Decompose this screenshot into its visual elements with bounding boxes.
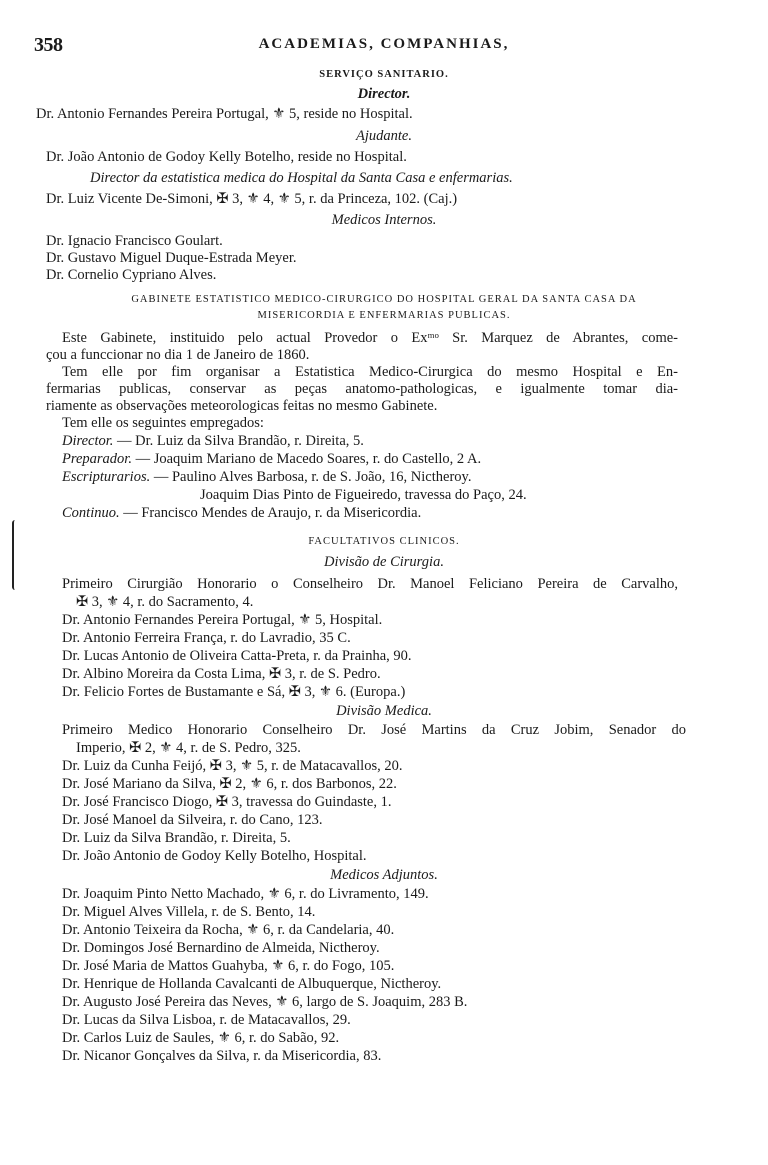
entry-adjunto: Dr. Lucas da Silva Lisboa, r. de Matacavallos, 29. xyxy=(62,1012,351,1028)
entry-adjunto: Dr. Miguel Alves Villela, r. de S. Bento, 14. xyxy=(62,904,316,920)
paragraph-line: fermarias publicas, conservar as peças anatomo-pathologicas, e igualmente tomar dia- xyxy=(46,381,678,397)
entry-interno: Dr. Gustavo Miguel Duque-Estrada Meyer. xyxy=(46,250,297,266)
entry-estatistica: Dr. Luiz Vicente De-Simoni, ✠ 3, ⚜ 4, ⚜ 5, r. da Princeza, 102. (Caj.) xyxy=(46,191,458,207)
heading-medicos-internos: Medicos Internos. xyxy=(331,212,437,228)
staff-continuo xyxy=(62,505,421,522)
entry-medica: Imperio, ✠ 2, ⚜ 4, r. de S. Pedro, 325. xyxy=(76,740,301,756)
entry-ajudante: Dr. João Antonio de Godoy Kelly Botelho, reside no Hospital. xyxy=(46,149,407,165)
staff-preparador xyxy=(62,451,481,468)
section-title-gabinete: GABINETE ESTATISTICO MEDICO-CIRURGICO DO HOSPITAL GERAL DA SANTA CASA DA xyxy=(131,294,637,305)
entry-cirurgia: Dr. Felicio Fortes de Bustamante e Sá, ✠ 3, ⚜ 6. (Europa.) xyxy=(62,684,406,700)
entry-cirurgia: ✠ 3, ⚜ 4, r. do Sacramento, 4. xyxy=(76,594,254,610)
staff-escripturario-2: Joaquim Dias Pinto de Figueiredo, travessa do Paço, 24. xyxy=(200,487,527,503)
staff-label: Continuo. xyxy=(62,505,120,521)
section-title-facultativos: FACULTATIVOS CLINICOS. xyxy=(308,536,460,547)
entry-cirurgia: Dr. Antonio Ferreira França, r. do Lavradio, 35 C. xyxy=(62,630,351,646)
entry-medica: Dr. José Manoel da Silveira, r. do Cano, 123. xyxy=(62,812,323,828)
entry-director: Dr. Antonio Fernandes Pereira Portugal, ⚜ 5, reside no Hospital. xyxy=(36,106,413,122)
section-title-gabinete-2: MISERICORDIA E ENFERMARIAS PUBLICAS. xyxy=(257,310,511,321)
staff-label: Preparador. xyxy=(62,451,132,467)
paragraph-line: Tem elle por fim organisar a Estatistica Medico-Cirurgica do mesmo Hospital e En- xyxy=(62,364,678,380)
paragraph-line: riamente as observações meteorologicas feitas no mesmo Gabinete. xyxy=(46,398,438,414)
heading-divisao-cirurgia: Divisão de Cirurgia. xyxy=(324,554,444,570)
staff-director xyxy=(62,433,364,450)
entry-interno: Dr. Ignacio Francisco Goulart. xyxy=(46,233,223,249)
paragraph-line: Tem elle os seguintes empregados: xyxy=(62,415,264,431)
entry-adjunto: Dr. Joaquim Pinto Netto Machado, ⚜ 6, r. do Livramento, 149. xyxy=(62,886,429,902)
entry-medica: Dr. José Mariano da Silva, ✠ 2, ⚜ 6, r. dos Barbonos, 22. xyxy=(62,776,397,792)
entry-adjunto: Dr. Henrique de Hollanda Cavalcanti de Albuquerque, Nictheroy. xyxy=(62,976,442,992)
entry-medica: Dr. Luiz da Silva Brandão, r. Direita, 5. xyxy=(62,830,291,846)
entry-medica: Dr. João Antonio de Godoy Kelly Botelho, Hospital. xyxy=(62,848,367,864)
staff-value: — Joaquim Mariano de Macedo Soares, r. do Castello, 2 A. xyxy=(135,451,482,467)
staff-label: Escripturarios. xyxy=(62,469,151,485)
heading-director: Director. xyxy=(357,86,411,102)
entry-adjunto: Dr. José Maria de Mattos Guahyba, ⚜ 6, r. do Fogo, 105. xyxy=(62,958,395,974)
entry-adjunto: Dr. Carlos Luiz de Saules, ⚜ 6, r. do Sabão, 92. xyxy=(62,1030,340,1046)
staff-value: — Dr. Luiz da Silva Brandão, r. Direita, 5. xyxy=(117,433,364,449)
entry-adjunto: Dr. Nicanor Gonçalves da Silva, r. da Misericordia, 83. xyxy=(62,1048,382,1064)
entry-medica: Dr. Luiz da Cunha Feijó, ✠ 3, ⚜ 5, r. de Matacavallos, 20. xyxy=(62,758,403,774)
entry-cirurgia: Dr. Lucas Antonio de Oliveira Catta-Preta, r. da Prainha, 90. xyxy=(62,648,412,664)
staff-value: — Francisco Mendes de Araujo, r. da Misericordia. xyxy=(123,505,422,521)
heading-medicos-adjuntos: Medicos Adjuntos. xyxy=(330,867,438,883)
paragraph-line: çou a funccionar no dia 1 de Janeiro de 1860. xyxy=(46,347,310,363)
section-title-servico-sanitario: SERVIÇO SANITARIO. xyxy=(319,69,449,80)
entry-interno: Dr. Cornelio Cypriano Alves. xyxy=(46,267,217,283)
entry-medica: Primeiro Medico Honorario Conselheiro Dr. José Martins da Cruz Jobim, Senador do xyxy=(62,722,686,738)
staff-escripturarios xyxy=(62,469,471,486)
heading-divisao-medica: Divisão Medica. xyxy=(336,703,432,719)
staff-value: — Paulino Alves Barbosa, r. de S. João, 16, Nictheroy. xyxy=(153,469,472,485)
running-head: ACADEMIAS, COMPANHIAS, xyxy=(258,36,510,52)
entry-adjunto: Dr. Antonio Teixeira da Rocha, ⚜ 6, r. da Candelaria, 40. xyxy=(62,922,395,938)
staff-label: Director. xyxy=(62,433,114,449)
entry-adjunto: Dr. Augusto José Pereira das Neves, ⚜ 6, largo de S. Joaquim, 283 B. xyxy=(62,994,468,1010)
heading-ajudante: Ajudante. xyxy=(356,128,412,144)
heading-estatistica: Director da estatistica medica do Hospital da Santa Casa e enfermarias. xyxy=(90,170,513,186)
entry-adjunto: Dr. Domingos José Bernardino de Almeida, Nictheroy. xyxy=(62,940,380,956)
entry-cirurgia: Dr. Albino Moreira da Costa Lima, ✠ 3, r. de S. Pedro. xyxy=(62,666,381,682)
entry-cirurgia: Dr. Antonio Fernandes Pereira Portugal, ⚜ 5, Hospital. xyxy=(62,612,383,628)
entry-cirurgia: Primeiro Cirurgião Honorario o Conselheiro Dr. Manoel Feliciano Pereira de Carvalho, xyxy=(62,576,678,592)
entry-medica: Dr. José Francisco Diogo, ✠ 3, travessa do Guindaste, 1. xyxy=(62,794,392,810)
page-number: 358 xyxy=(34,34,63,56)
paragraph-line: Este Gabinete, instituido pelo actual Provedor o Exᵐᵒ Sr. Marquez de Abrantes, come- xyxy=(62,330,678,346)
